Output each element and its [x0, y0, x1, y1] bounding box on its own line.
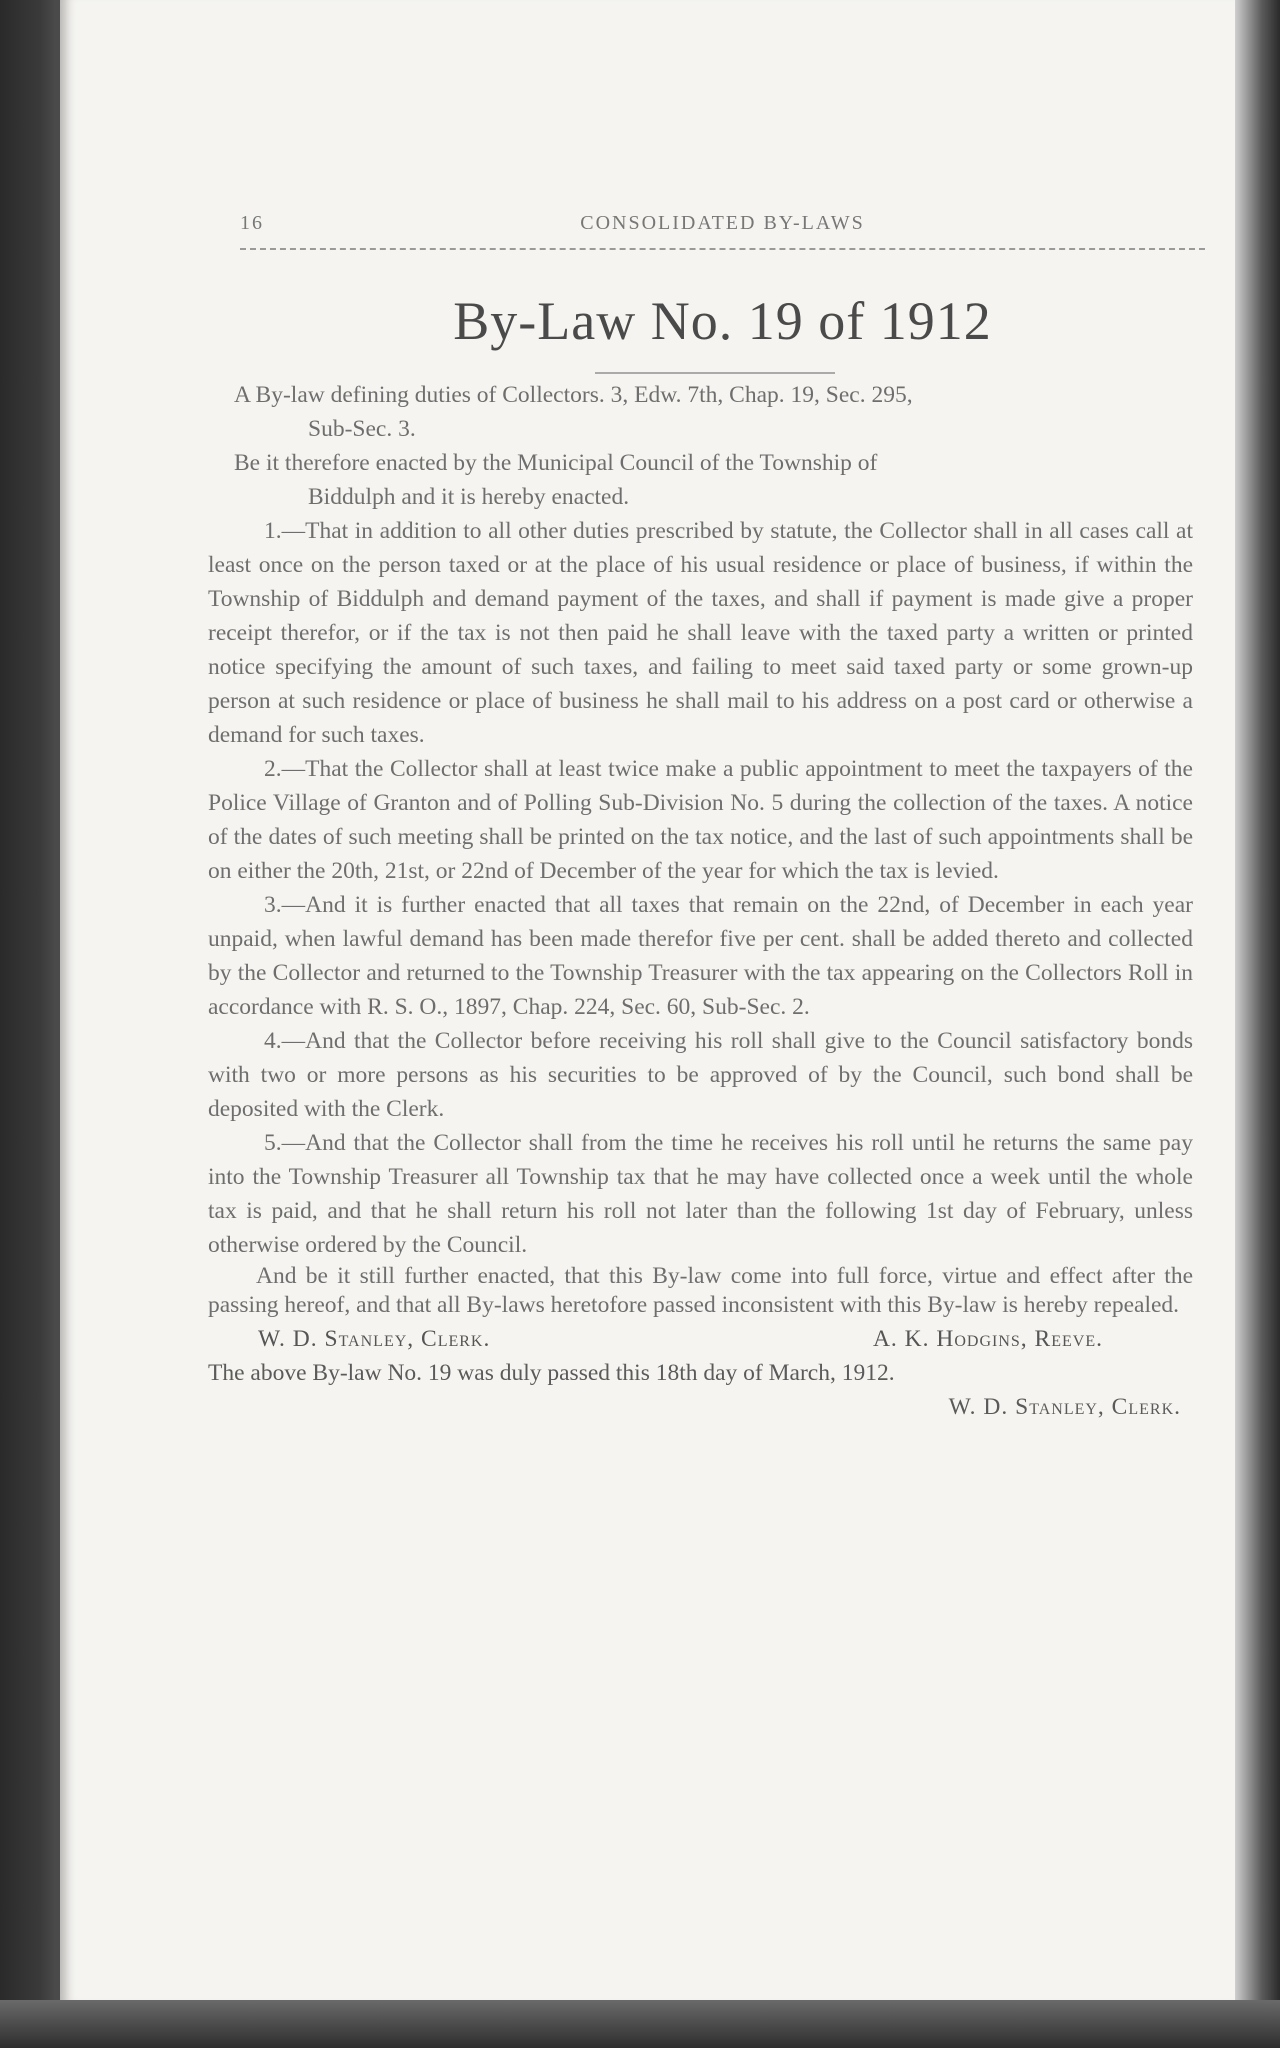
page-number: 16 — [240, 212, 264, 234]
page-edge-shadow — [1235, 0, 1280, 2048]
final-clerk-signature: W. D. Stanley, Clerk. — [948, 1394, 1181, 1420]
section-4: 4.—And that the Collector before receiving his roll shall give to the Council satisfactory bonds with two or more persons as his securities to be approved of by the Council, such bond shall be deposited with the Clerk. — [208, 1028, 1193, 1122]
title-rule — [595, 372, 835, 374]
page-bottom-shadow — [0, 2000, 1280, 2048]
reeve-signature: A. K. Hodgins, Reeve. — [872, 1326, 1103, 1352]
enactment-line-1: Be it therefore enacted by the Municipal Council of the Township of — [234, 450, 878, 476]
intro-line-2: Sub-Sec. 3. — [308, 416, 416, 442]
closing-clause: And be it still further enacted, that this By-law come into full force, virtue and effect after the passing hereof, and that all By-laws heretofore passed inconsistent with this By-law is hereby repealed. — [208, 1263, 1193, 1318]
bylaw-body — [208, 378, 1193, 1424]
section-2: 2.—That the Collector shall at least twice make a public appointment to meet the taxpayers of the Police Village of Granton and of Polling Sub-Division No. 5 during the collection of the taxes. A notice of the dates of such meeting shall be printed on the tax notice, and the last of such appointments shall be on either the 20th, 21st, or 22nd of December of the year for which the tax is levied. — [208, 756, 1193, 884]
section-1: 1.—That in addition to all other duties prescribed by statute, the Collector shall in all cases call at least once on the person taxed or at the place of his usual residence or place of business, if within the Township of Biddulph and demand payment of the taxes, and shall if payment is made give a proper receipt therefor, or if the tax is not then paid he shall leave with the taxed party a written or printed notice specifying the amount of such taxes, and failing to meet said taxed party or some grown-up person at such residence or place of business he shall mail to his address on a post card or otherwise a demand for such taxes. — [208, 518, 1193, 748]
bylaw-title: By-Law No. 19 of 1912 — [453, 291, 992, 351]
section-3: 3.—And it is further enacted that all taxes that remain on the 22nd, of December in each year unpaid, when lawful demand has been made therefor five per cent. shall be added thereto and collected by the Collector and returned to the Township Treasurer with the tax appearing on the Collectors Roll in accordance with R. S. O., 1897, Chap. 224, Sec. 60, Sub-Sec. 2. — [208, 892, 1193, 1020]
enactment-line-2: Biddulph and it is hereby enacted. — [308, 484, 630, 510]
running-title: CONSOLIDATED BY-LAWS — [580, 212, 865, 234]
intro-line-1: A By-law defining duties of Collectors. 3, Edw. 7th, Chap. 19, Sec. 295, — [234, 382, 913, 408]
signature-row — [208, 1322, 1193, 1356]
running-header — [240, 212, 1205, 250]
section-5: 5.—And that the Collector shall from the time he receives his roll until he returns the same pay into the Township Treasurer all Township tax that he may have collected once a week until the whole tax is paid, and that he shall return his roll not later than the following 1st day of February, unless otherwise ordered by the Council. — [208, 1130, 1193, 1258]
clerk-signature: W. D. Stanley, Clerk. — [258, 1326, 491, 1352]
passed-note: The above By-law No. 19 was duly passed this 18th day of March, 1912. — [208, 1360, 895, 1386]
